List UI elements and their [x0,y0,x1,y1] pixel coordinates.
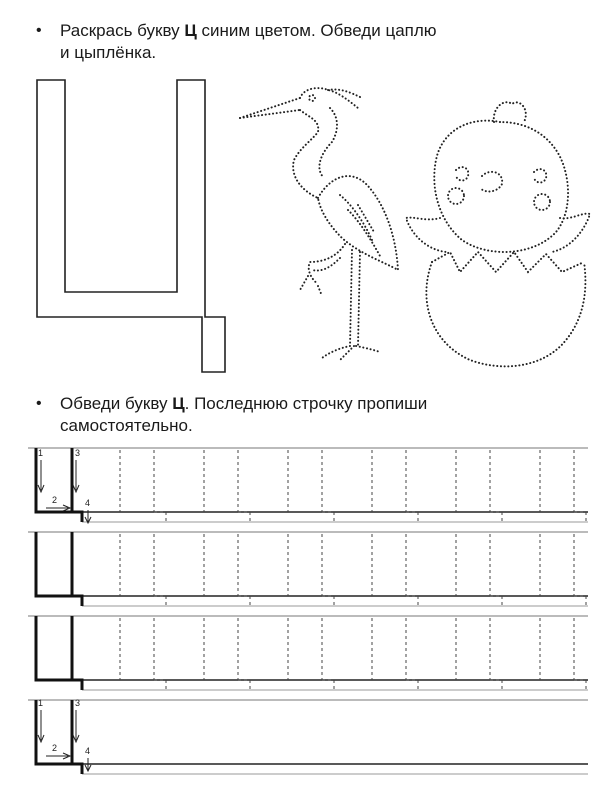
stroke-number-2: 2 [52,495,58,505]
model-letter-tse [36,532,82,606]
stroke-order-hints-row-4 [38,698,91,771]
model-letter-tse [36,448,82,522]
stroke-number-1: 1 [38,448,44,458]
model-letter-tse [36,616,82,690]
stroke-number-2: 2 [52,743,58,753]
stroke-number-3: 3 [75,698,81,708]
bullet: • [36,22,42,39]
instruction-2-text: Обведи букву Ц. Последнюю строчку пропиши самостоятельно. [60,394,428,435]
letter-highlight: Ц [184,21,197,40]
instruction-1-text: Раскрась букву Ц синим цветом. Обведи цаплю и цыплёнка. [60,21,437,62]
bullet: • [36,395,42,412]
stroke-number-3: 3 [75,448,81,458]
letter-highlight: Ц [172,394,185,413]
chick-dotted-drawing[interactable] [406,102,590,366]
stroke-number-4: 4 [85,498,91,508]
stroke-number-1: 1 [38,698,44,708]
letter-tse-outline[interactable] [37,80,225,372]
stroke-number-4: 4 [85,746,91,756]
heron-dotted-drawing[interactable] [240,88,398,360]
writing-rows [28,448,588,774]
